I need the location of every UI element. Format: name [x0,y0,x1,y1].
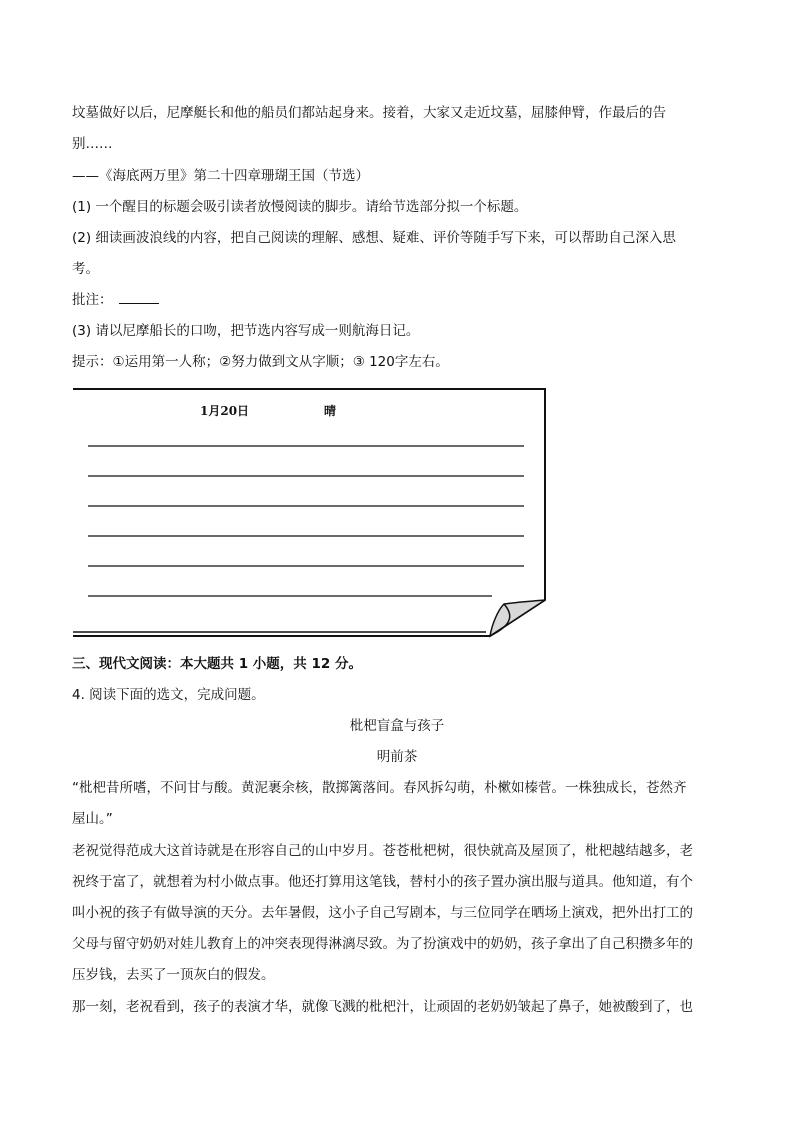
article-paragraph: 那一刻，老祝看到，孩子的表演才华，就像飞溅的枇杷汁，让顽固的老奶奶皱起了鼻子，她被酸到了，也 [72,999,693,1015]
question-2: (2) 细读画波浪线的内容，把自己阅读的理解、感想、疑难、评价等随手写下来，可以帮助自己深入思 [72,230,676,246]
diary-date: 1月20日 [200,404,250,418]
article-author: 明前茶 [376,749,418,765]
question-2-cont: 考。 [72,261,99,277]
passage-line: 别…… [72,136,113,152]
article-paragraph: 父母与留守奶奶对娃儿教育上的冲突表现得淋漓尽致。为了扮演戏中的奶奶，孩子拿出了自己积攒多年的 [72,936,693,952]
article-paragraph: 祝终于富了，就想着为村小做点事。他还打算用这笔钱，替村小的孩子置办演出服与道具。他知道，有个 [72,874,693,890]
article-paragraph: 老祝觉得范成大这首诗就是在形容自己的山中岁月。苍苍枇杷树，很快就高及屋顶了，枇杷越结越多，老 [72,843,693,859]
article-paragraph: 压岁钱，去买了一顶灰白的假发。 [72,967,275,983]
diary-weather: 晴 [324,404,337,418]
source-citation: ——《海底两万里》第二十四章珊瑚王国（节选） [72,168,369,184]
diary-paper-illustration [72,388,548,638]
article-paragraph: “枇杷昔所嗜，不问甘与酸。黄泥裹余核，散掷篱落间。春风拆勾萌，朴樕如榛菅。一株独成长，苍然齐 [72,780,687,796]
annotation-label: 批注： [72,292,113,308]
passage-line: 坟墓做好以后，尼摩艇长和他的船员们都站起身来。接着，大家又走近坟墓，屈膝伸臂，作最后的告 [72,105,666,121]
question-1: (1) 一个醒目的标题会吸引读者放慢阅读的脚步。请给节选部分拟一个标题。 [72,199,528,215]
section-heading: 三、现代文阅读：本大题共 1 小题，共 12 分。 [72,656,362,672]
article-title: 枇杷盲盒与孩子 [349,718,445,734]
hint: 提示：①运用第一人称；②努力做到文从字顺；③ 120字左右。 [72,354,449,370]
question-3: (3) 请以尼摩船长的口吻，把节选内容写成一则航海日记。 [72,323,420,339]
annotation-blank[interactable] [119,291,159,304]
article-paragraph: 叫小祝的孩子有做导演的天分。去年暑假，这小子自己写剧本，与三位同学在晒场上演戏，把外出打工的 [72,905,693,921]
article-paragraph: 屋山。” [72,811,113,827]
question-4: 4. 阅读下面的选文，完成问题。 [72,687,265,703]
annotation-prompt [72,290,159,310]
